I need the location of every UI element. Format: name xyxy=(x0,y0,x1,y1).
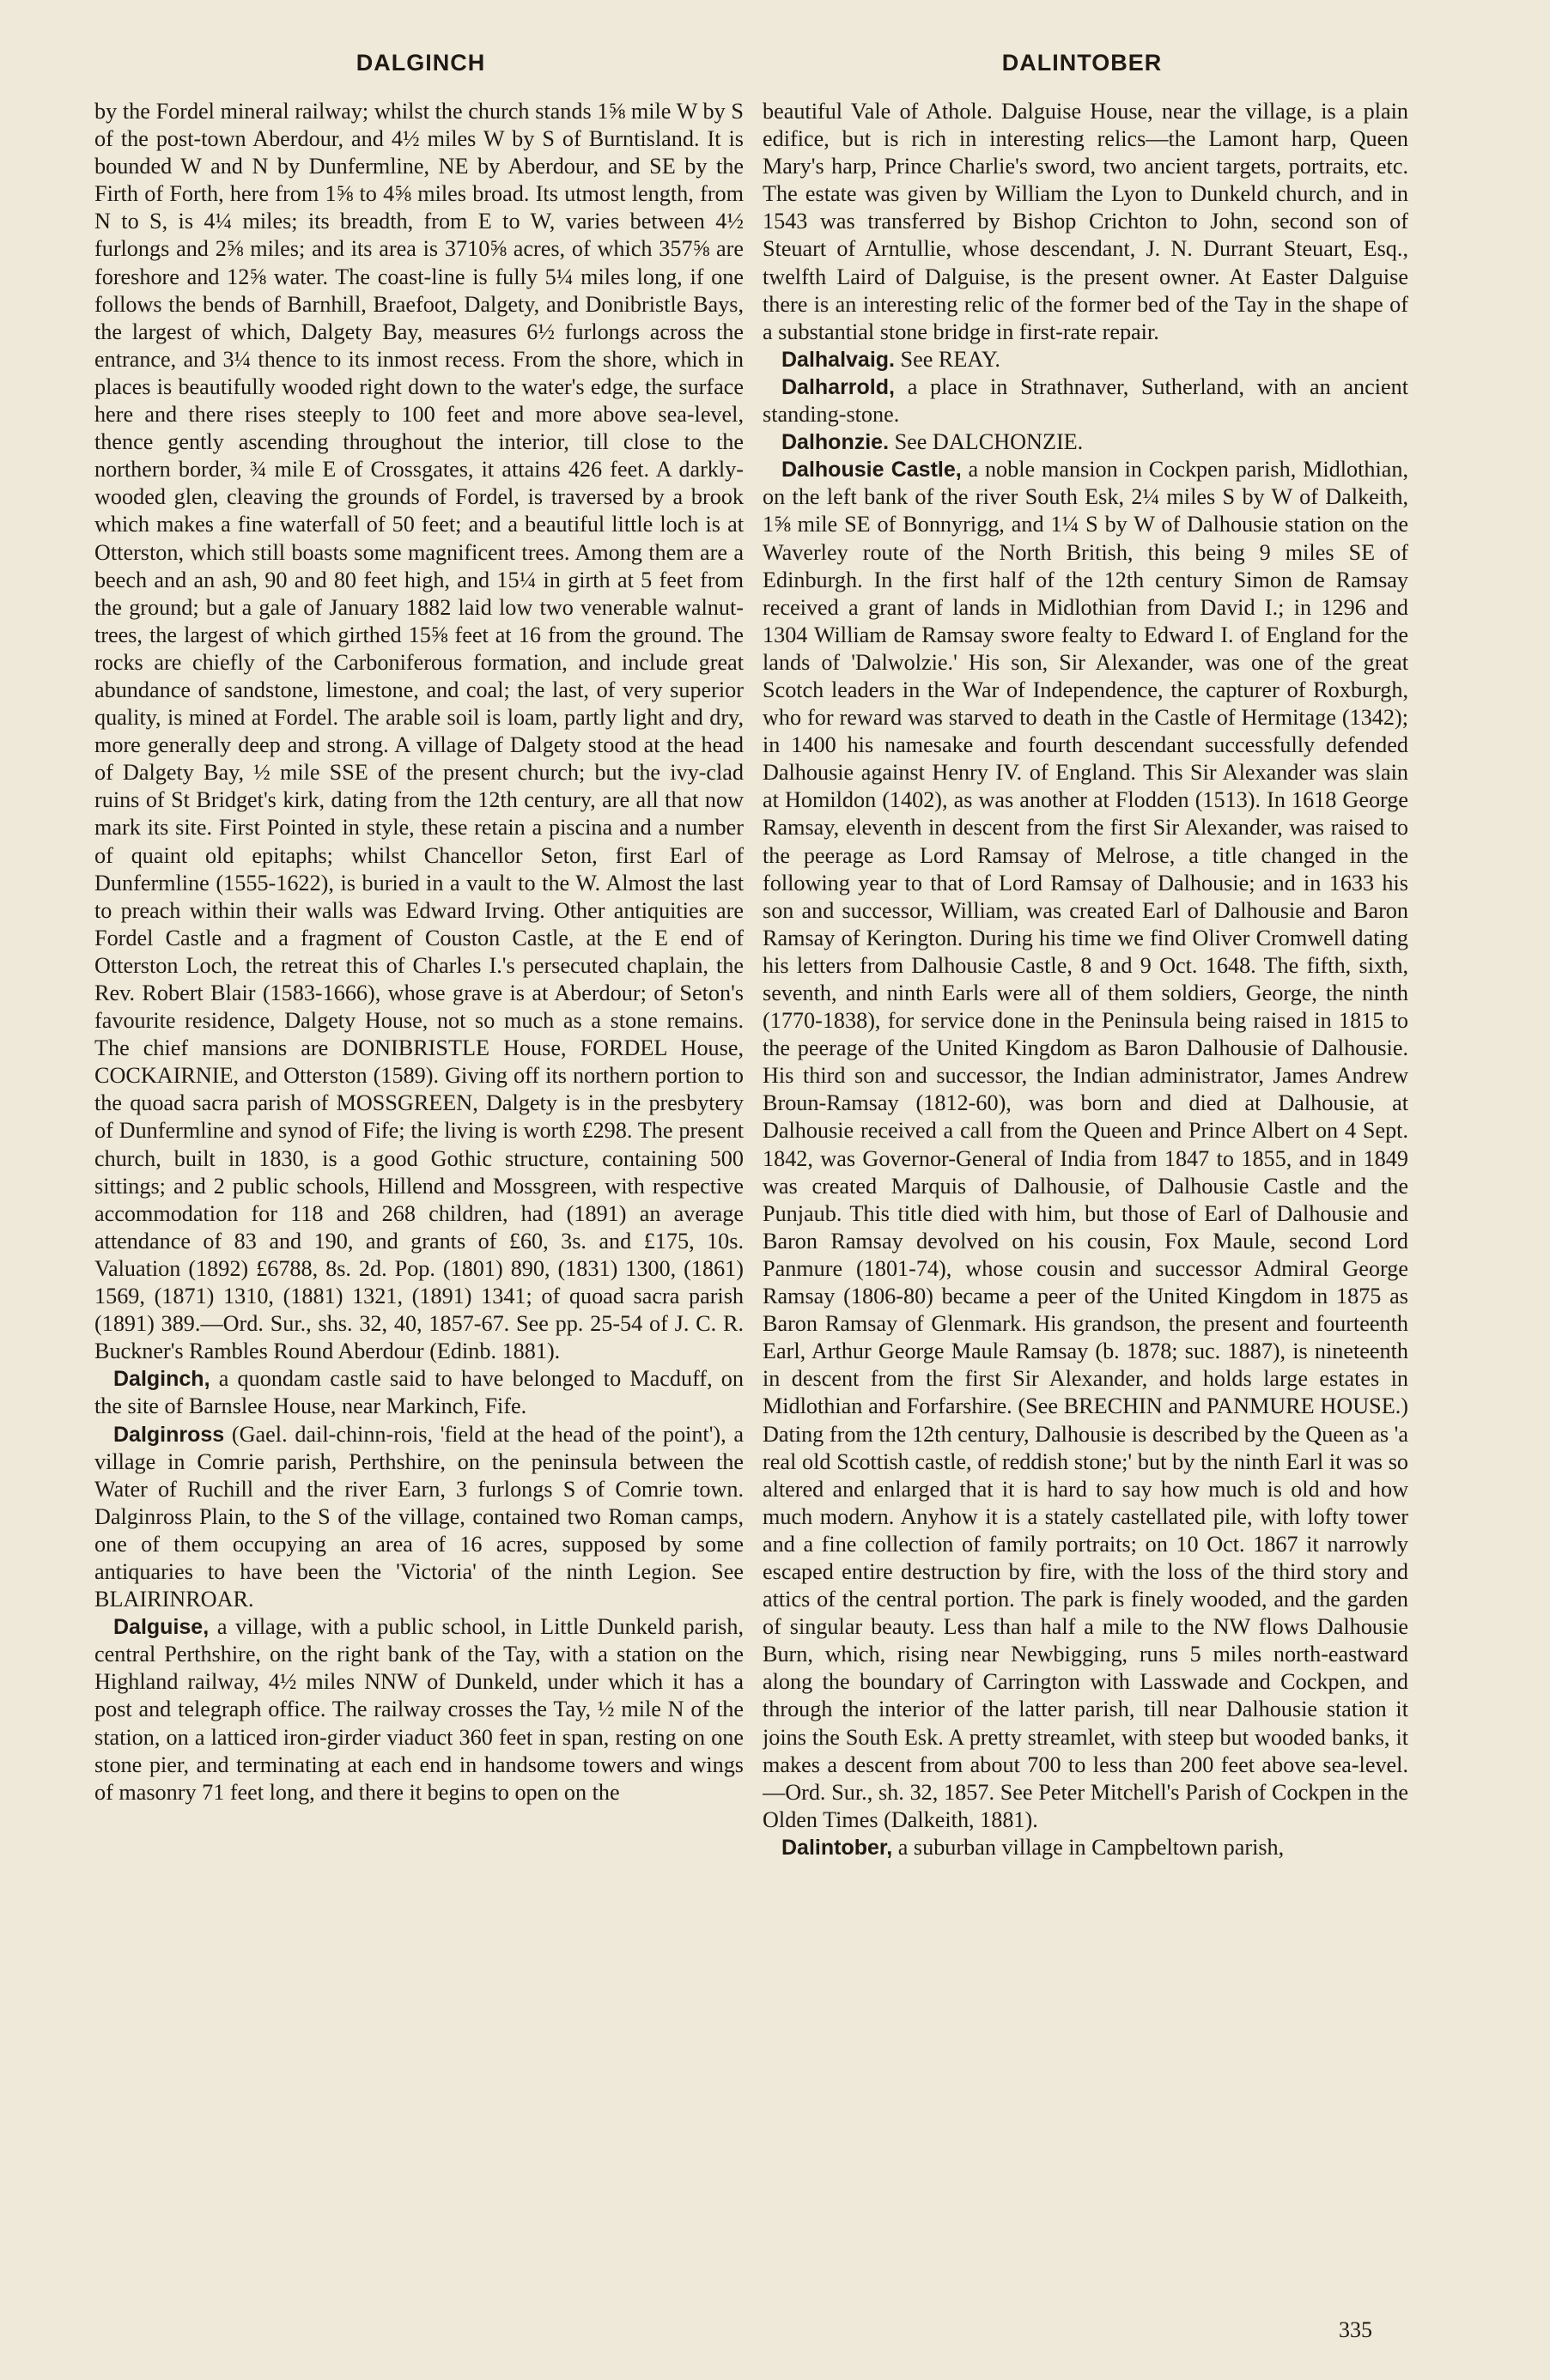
gazetteer-entry xyxy=(763,1834,1408,1861)
entry-text: (Gael. dail-chinn-rois, 'field at the head of the point'), a village in Comrie parish, Perthshire, on the peninsula between the Water of Ruchill and the river Earn, 3 furlongs S of Comrie town. Dalginross Plain, to the S of the village, contained two Roman camps, one of them occupying an area of 16 acres, supposed by some antiquaries to have been the 'Victoria' of the ninth Legion. See BLAIRINROAR. xyxy=(94,1421,744,1612)
entry-headword: Dalharrold, xyxy=(781,374,895,399)
entry-text: a quondam castle said to have belonged to Macduff, on the site of Barnslee House, near Markinch, Fife. xyxy=(94,1366,744,1419)
entry-headword: Dalhonzie. xyxy=(781,430,890,455)
right-column xyxy=(763,98,1408,2313)
gazetteer-entry xyxy=(763,428,1408,456)
running-head-right: DALINTOBER xyxy=(1001,50,1163,76)
left-column xyxy=(94,98,744,2313)
entry-text: by the Fordel mineral railway; whilst the church stands 1⅝ mile W by S of the post-town Aberdour, and 4½ miles W by S of Burntisland. It is bounded W and N by Dunfermline, NE by Aberdour, and SE by the Firth of Forth, here from 1⅝ to 4⅝ miles broad. Its utmost length, from N to S, is 4¼ miles; its breadth, from E to W, varies between 4½ furlongs and 2⅝ miles; and its area is 3710⅝ acres, of which 357⅝ are foreshore and 12⅝ water. The coast-line is fully 5¼ miles long, if one follows the bends of Barnhill, Braefoot, Dalgety, and Donibristle Bays, the largest of which, Dalgety Bay, measures 6½ furlongs across the entrance, and 3¼ thence to its inmost recess. From the shore, which in places is beautifully wooded right down to the water's edge, the surface here and there rises steeply to 100 feet and more above sea-level, thence gently ascending throughout the interior, till close to the northern border, ¾ mile E of Crossgates, it attains 426 feet. A darkly-wooded glen, cleaving the grounds of Fordel, is traversed by a brook which makes a fine waterfall of 50 feet; and a beautiful little loch is at Otterston, which still boasts some magnificent trees. Among them are a beech and an ash, 90 and 80 feet high, and 15¼ in girth at 5 feet from the ground; but a gale of January 1882 laid low two venerable walnut-trees, the largest of which girthed 15⅝ feet at 16 from the ground. The rocks are chiefly of the Carboniferous formation, and include great abundance of sandstone, limestone, and coal; the last, of very superior quality, is mined at Fordel. The arable soil is loam, partly light and dry, more generally deep and strong. A village of Dalgety stood at the head of Dalgety Bay, ½ mile SSE of the present church; but the ivy-clad ruins of St Bridget's kirk, dating from the 12th century, are all that now mark its site. First Pointed in style, these retain a piscina and a number of quaint old epitaphs; whilst Chancellor Seton, first Earl of Dunfermline (1555-1622), is buried in a vault to the W. Almost the last to preach within their walls was Edward Irving. Other antiquities are Fordel Castle and a fragment of Couston Castle, at the E end of Otterston Loch, the retreat this of Charles I.'s persecuted chaplain, the Rev. Robert Blair (1583-1666), whose grave is at Aberdour; of Seton's favourite residence, Dalgety House, not so much as a stone remains. The chief mansions are DONIBRISTLE House, FORDEL House, COCKAIRNIE, and Otterston (1589). Giving off its northern portion to the quoad sacra parish of MOSSGREEN, Dalgety is in the presbytery of Dunfermline and synod of Fife; the living is worth £298. The present church, built in 1830, is a good Gothic structure, containing 500 sittings; and 2 public schools, Hillend and Mossgreen, with respective accommodation for 118 and 268 children, had (1891) an average attendance of 83 and 190, and grants of £60, 3s. and £175, 10s. Valuation (1892) £6788, 8s. 2d. Pop. (1801) 890, (1831) 1300, (1861) 1569, (1871) 1310, (1881) 1321, (1891) 1341; of quoad sacra parish (1891) 389.—Ord. Sur., shs. 32, 40, 1857-67. See pp. 25-54 of J. C. R. Buckner's Rambles Round Aberdour (Edinb. 1881). xyxy=(94,99,744,1364)
entry-text: a noble mansion in Cockpen parish, Midlothian, on the left bank of the river South Esk, 2¼ miles S by W of Dalkeith, 1⅝ mile SE of Bonnyrigg, and 1¼ S by W of Dalhousie station on the Waverley route of the North British, this being 9 miles SE of Edinburgh. In the first half of the 12th century Simon de Ramsay received a grant of lands in Midlothian from David I.; in 1296 and 1304 William de Ramsay swore fealty to Edward I. of England for the lands of 'Dalwolzie.' His son, Sir Alexander, was one of the great Scotch leaders in the War of Independence, the capturer of Roxburgh, who for reward was starved to death in the Castle of Hermitage (1342); in 1400 his namesake and fourth descendant successfully defended Dalhousie against Henry IV. of England. This Sir Alexander was slain at Homildon (1402), as was another at Flodden (1513). In 1618 George Ramsay, eleventh in descent from the first Sir Alexander, was raised to the peerage as Lord Ramsay of Melrose, a title changed in the following year to that of Lord Ramsay of Dalhousie; and in 1633 his son and successor, William, was created Earl of Dalhousie and Baron Ramsay of Kerington. During his time we find Oliver Cromwell dating his letters from Dalhousie Castle, 8 and 9 Oct. 1648. The fifth, sixth, seventh, and ninth Earls were all of them soldiers, George, the ninth (1770-1838), for service done in the Peninsula being raised in 1815 to the peerage of the United Kingdom as Baron Dalhousie of Dalhousie. His third son and successor, the Indian administrator, James Andrew Broun-Ramsay (1812-60), was born and died at Dalhousie, at Dalhousie received a call from the Queen and Prince Albert on 4 Sept. 1842, was Governor-General of India from 1847 to 1855, and in 1849 was created Marquis of Dalhousie, of Dalhousie Castle and the Punjaub. This title died with him, but those of Earl of Dalhousie and Baron Ramsay devolved on his cousin, Fox Maule, second Lord Panmure (1801-74), whose cousin and successor Admiral George Ramsay (1806-80) became a peer of the United Kingdom in 1875 as Baron Ramsay of Glenmark. His grandson, the present and fourteenth Earl, Arthur George Maule Ramsay (b. 1878; suc. 1887), is nineteenth in descent from the first Sir Alexander, and holds large estates in Midlothian and Forfarshire. (See BRECHIN and PANMURE HOUSE.) Dating from the 12th century, Dalhousie is described by the Queen as 'a real old Scottish castle, of reddish stone;' but by the ninth Earl it was so altered and enlarged that it is hard to say how much is old and how much modern. Anyhow it is a stately castellated pile, with lofty tower and a fine collection of family portraits; on 10 Oct. 1867 it narrowly escaped entire destruction by fire, with the loss of the third story and attics of the central portion. The park is finely wooded, and the garden of singular beauty. Less than half a mile to the NW flows Dalhousie Burn, which, rising near Newbigging, runs 5 miles north-eastward along the boundary of Carrington with Lasswade and Cockpen, and through the interior of the latter parish, till near Dalhousie station it joins the South Esk. A pretty streamlet, with steep but wooded banks, it makes a descent from about 700 to less than 200 feet above sea-level.—Ord. Sur., sh. 32, 1857. See Peter Mitchell's Parish of Cockpen in the Olden Times (Dalkeith, 1881). xyxy=(763,457,1408,1832)
entry-headword: Dalhousie Castle, xyxy=(781,458,962,483)
entry-headword: Dalguise, xyxy=(113,1615,210,1640)
page-number: 335 xyxy=(1339,2317,1372,2342)
entry-text: a village, with a public school, in Little Dunkeld parish, central Perthshire, on the right bank of the Tay, with a station on the Highland railway, 4½ miles NNW of Dunkeld, under which it has a post and telegraph office. The railway crosses the Tay, ½ mile N of the station, on a latticed iron-girder viaduct 360 feet in span, resting on one stone pier, and terminating at each end in handsome towers and wings of masonry 71 feet long, and there it begins to open on the xyxy=(94,1614,744,1805)
gazetteer-entry xyxy=(763,346,1408,373)
entry-headword: Dalginross xyxy=(113,1422,225,1447)
entry-text: a suburban village in Campbeltown parish, xyxy=(897,1834,1285,1860)
gazetteer-entry xyxy=(763,456,1408,1834)
gazetteer-entry xyxy=(94,1613,744,1806)
gazetteer-entry xyxy=(763,98,1408,346)
entry-headword: Dalintober, xyxy=(781,1835,893,1860)
gazetteer-entry xyxy=(94,1365,744,1420)
entry-text: a place in Strathnaver, Sutherland, with an ancient standing-stone. xyxy=(763,373,1408,428)
entry-headword: Dalhalvaig. xyxy=(781,347,895,372)
gazetteer-entry xyxy=(763,373,1408,428)
running-head-left: DALGINCH xyxy=(356,50,486,76)
gazetteer-entry xyxy=(94,98,744,1365)
entry-text: See REAY. xyxy=(900,346,1000,372)
entry-text: See DALCHONZIE. xyxy=(894,429,1084,455)
gazetteer-entry xyxy=(94,1421,744,1614)
entry-headword: Dalginch, xyxy=(113,1367,210,1392)
entry-text: beautiful Vale of Athole. Dalguise House, near the village, is a plain edifice, but is rich in interesting relics—the Lamont harp, Queen Mary's harp, Prince Charlie's sword, two ancient targets, portraits, etc. The estate was given by William the Lyon to Dunkeld church, and in 1543 was transferred by Bishop Crichton to John, second son of Steuart of Arntullie, whose descendant, J. N. Durrant Steuart, Esq., twelfth Laird of Dalguise, is the present owner. At Easter Dalguise there is an interesting relic of the former bed of the Tay in the shape of a substantial stone bridge in first-rate repair. xyxy=(763,99,1408,344)
